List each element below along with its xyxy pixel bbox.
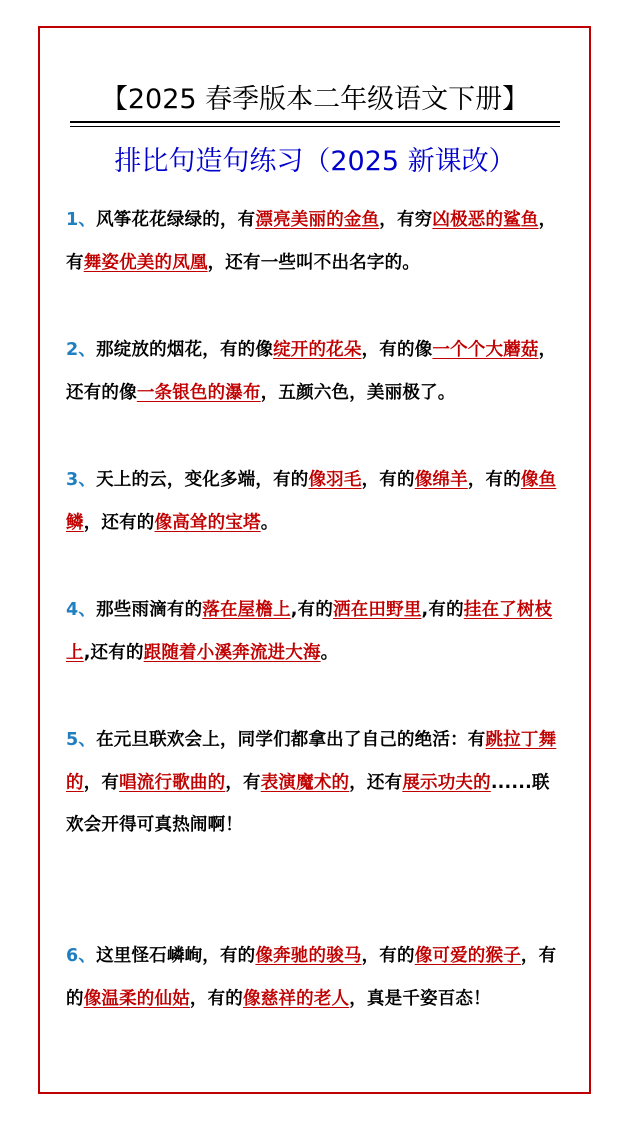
answer-phrase: 像温柔的仙姑 (83, 988, 190, 1009)
sentence-text: ，有的 (467, 470, 521, 490)
answer-phrase: 一个个大蘑菇 (432, 340, 539, 360)
sentence-text: ，有的 (361, 946, 415, 966)
sentence-number: 6、 (66, 946, 97, 966)
sentence-text: ，有 (225, 772, 261, 793)
page-subtitle: 排比句造句练习（2025 新课改） (114, 146, 516, 177)
answer-phrase: 漂亮美丽的金鱼 (255, 210, 380, 230)
answer-phrase: 像绵羊 (414, 470, 468, 490)
sentence-text: ，真是千姿百态！ (349, 988, 491, 1009)
sentence-text: ，有穷 (379, 210, 433, 230)
title-underline-thin (70, 126, 560, 127)
answer-phrase: 像奔驰的骏马 (255, 946, 362, 966)
answer-phrase: 洒在田野里 (333, 600, 422, 620)
page-border (38, 26, 591, 1094)
answer-phrase: 舞姿优美的凤凰 (83, 252, 208, 273)
answer-phrase: 落在屋檐上 (202, 600, 291, 620)
sentence-text: ，有的 (66, 946, 557, 1009)
answer-phrase: 展示功夫的 (402, 772, 491, 793)
sentence-text: 这里怪石嶙峋，有的 (96, 946, 256, 966)
page-title: 【2025 春季版本二年级语文下册】 (100, 84, 530, 115)
sentence-text: 。 (260, 512, 279, 533)
answer-phrase: 表演魔术的 (260, 772, 350, 793)
title-underline (70, 121, 560, 123)
answer-phrase: 一条银色的瀑布 (136, 382, 261, 403)
answer-phrase: 跳拉丁舞的 (66, 730, 557, 793)
sentence-text: ,还有的 (83, 642, 144, 663)
sentence-3 (66, 459, 566, 544)
answer-phrase: 像高耸的宝塔 (154, 512, 261, 533)
sentence-text: ,有的 (290, 600, 334, 620)
answer-phrase: 唱流行歌曲的 (119, 772, 226, 793)
answer-phrase: 挂在了树枝上 (66, 600, 553, 663)
answer-phrase: 跟随着小溪奔流进大海 (143, 642, 321, 663)
sentence-number: 5、 (66, 730, 97, 750)
answer-phrase: 像羽毛 (308, 470, 362, 490)
sentence-text: ，还有的像 (66, 340, 557, 403)
sentence-text: ，还有 (349, 772, 403, 793)
sentence-text: ，五颜六色，美丽极了。 (260, 382, 456, 403)
sentence-text: 风筝花花绿绿的，有 (96, 210, 256, 230)
sentence-number: 4、 (66, 600, 97, 620)
sentence-5 (66, 719, 566, 847)
sentence-text: 那绽放的烟花，有的像 (96, 340, 274, 360)
sentence-number: 2、 (66, 340, 97, 360)
answer-phrase: 绽开的花朵 (273, 340, 362, 360)
answer-phrase: 像慈祥的老人 (243, 988, 350, 1009)
sentence-text: ,有的 (421, 600, 464, 620)
sentence-1 (66, 199, 566, 284)
sentence-text: ，有 (66, 210, 557, 273)
sentence-text: ，有的 (189, 988, 244, 1009)
sentence-text: ，有的像 (361, 340, 433, 360)
sentence-text: ......联欢会开得可真热闹啊！ (66, 772, 550, 835)
sentence-6 (66, 935, 566, 1020)
sentence-text: 那些雨滴有的 (96, 600, 203, 620)
answer-phrase: 像可爱的猴子 (414, 946, 521, 966)
sentence-text: ，有的 (361, 470, 415, 490)
sentence-text: ，有 (83, 772, 120, 793)
sentence-4 (66, 589, 566, 674)
sentence-text: ，还有一些叫不出名字的。 (207, 252, 421, 273)
answer-phrase: 像鱼鳞 (66, 470, 557, 533)
sentence-number: 3、 (66, 470, 97, 490)
answer-phrase: 凶极恶的鲨鱼 (432, 210, 539, 230)
sentence-text: 。 (320, 642, 339, 663)
sentence-number: 1、 (66, 210, 97, 230)
sentence-text: ，还有的 (83, 512, 155, 533)
sentence-text: 天上的云，变化多端，有的 (96, 470, 309, 490)
sentence-text: 在元旦联欢会上，同学们都拿出了自己的绝活：有 (96, 730, 486, 750)
sentence-2 (66, 329, 566, 414)
